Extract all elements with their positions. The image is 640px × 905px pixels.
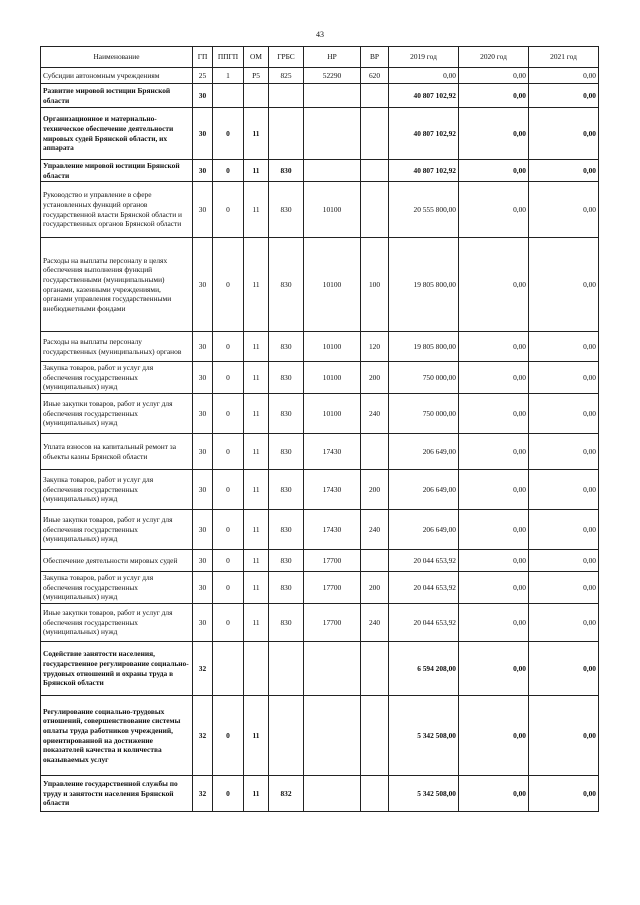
cell-gp: 30	[193, 182, 213, 238]
table-row	[41, 550, 599, 572]
cell-om: 11	[244, 394, 269, 434]
header-2019: 2019 год	[389, 47, 459, 68]
cell-y2020: 0,00	[459, 182, 529, 238]
table-row	[41, 160, 599, 182]
table-row	[41, 332, 599, 362]
cell-y2019: 19 805 800,00	[389, 332, 459, 362]
cell-grbs: 832	[269, 776, 304, 812]
cell-ppgp: 0	[213, 160, 244, 182]
cell-nr: 17700	[304, 550, 361, 572]
cell-ppgp: 0	[213, 510, 244, 550]
cell-name: Управление государственной службы по труду и занятости населения Брянской области	[41, 776, 193, 812]
cell-y2020: 0,00	[459, 604, 529, 642]
cell-y2020: 0,00	[459, 108, 529, 160]
header-gp: ГП	[193, 47, 213, 68]
cell-vr	[361, 182, 389, 238]
cell-om	[244, 642, 269, 696]
cell-vr: 240	[361, 510, 389, 550]
cell-y2019: 5 342 508,00	[389, 696, 459, 776]
cell-om	[244, 84, 269, 108]
header-row	[41, 47, 599, 68]
cell-ppgp: 0	[213, 332, 244, 362]
cell-vr: 200	[361, 470, 389, 510]
cell-nr: 17700	[304, 572, 361, 604]
cell-y2021: 0,00	[529, 604, 599, 642]
cell-om: 11	[244, 434, 269, 470]
cell-name: Содействие занятости населения, государственное регулирование социально-трудовых отношений и охраны труда в Брянской области	[41, 642, 193, 696]
header-ppgp: ППГП	[213, 47, 244, 68]
cell-nr	[304, 84, 361, 108]
cell-nr: 52290	[304, 68, 361, 84]
cell-nr: 10100	[304, 332, 361, 362]
cell-y2021: 0,00	[529, 572, 599, 604]
header-2020: 2020 год	[459, 47, 529, 68]
cell-y2021: 0,00	[529, 394, 599, 434]
cell-nr: 10100	[304, 238, 361, 332]
table-row	[41, 182, 599, 238]
cell-ppgp: 0	[213, 572, 244, 604]
table-row	[41, 84, 599, 108]
cell-vr	[361, 776, 389, 812]
cell-gp: 30	[193, 470, 213, 510]
table-row	[41, 696, 599, 776]
table-row	[41, 434, 599, 470]
page-number: 43	[316, 30, 324, 39]
cell-grbs	[269, 642, 304, 696]
cell-om: 11	[244, 362, 269, 394]
table-row	[41, 470, 599, 510]
cell-grbs: 830	[269, 182, 304, 238]
cell-nr	[304, 776, 361, 812]
cell-gp: 30	[193, 434, 213, 470]
cell-ppgp: 0	[213, 434, 244, 470]
cell-nr: 10100	[304, 182, 361, 238]
cell-name: Расходы на выплаты персоналу в целях обеспечения выполнения функций государственными (муниципальными) органами, казенными учреждениями, органами управления государственными внебюджетными фондами	[41, 238, 193, 332]
table-row	[41, 362, 599, 394]
cell-vr	[361, 550, 389, 572]
cell-y2019: 40 807 102,92	[389, 160, 459, 182]
cell-y2019: 6 594 208,00	[389, 642, 459, 696]
cell-grbs: 830	[269, 160, 304, 182]
cell-y2021: 0,00	[529, 550, 599, 572]
cell-gp: 30	[193, 550, 213, 572]
cell-nr: 17430	[304, 470, 361, 510]
cell-om: 11	[244, 182, 269, 238]
cell-name: Иные закупки товаров, работ и услуг для обеспечения государственных (муниципальных) нужд	[41, 510, 193, 550]
cell-vr: 200	[361, 572, 389, 604]
cell-y2021: 0,00	[529, 84, 599, 108]
cell-nr: 17430	[304, 510, 361, 550]
cell-gp: 30	[193, 362, 213, 394]
cell-name: Иные закупки товаров, работ и услуг для обеспечения государственных (муниципальных) нужд	[41, 394, 193, 434]
header-grbs: ГРБС	[269, 47, 304, 68]
cell-grbs	[269, 696, 304, 776]
cell-ppgp: 0	[213, 238, 244, 332]
cell-om: 11	[244, 572, 269, 604]
table-row	[41, 572, 599, 604]
cell-y2021: 0,00	[529, 510, 599, 550]
cell-grbs: 830	[269, 470, 304, 510]
cell-y2021: 0,00	[529, 182, 599, 238]
cell-grbs: 830	[269, 332, 304, 362]
cell-om: 11	[244, 510, 269, 550]
cell-gp: 30	[193, 238, 213, 332]
cell-om: 11	[244, 332, 269, 362]
cell-y2019: 206 649,00	[389, 470, 459, 510]
cell-vr: 240	[361, 604, 389, 642]
cell-om: 11	[244, 604, 269, 642]
cell-y2020: 0,00	[459, 238, 529, 332]
cell-y2021: 0,00	[529, 68, 599, 84]
cell-name: Расходы на выплаты персоналу государственных (муниципальных) органов	[41, 332, 193, 362]
cell-grbs: 830	[269, 604, 304, 642]
cell-name: Закупка товаров, работ и услуг для обеспечения государственных (муниципальных) нужд	[41, 362, 193, 394]
cell-gp: 25	[193, 68, 213, 84]
cell-name: Организационное и материально-техническое обеспечение деятельности мировых судей Брянской области, их аппарата	[41, 108, 193, 160]
cell-name: Управление мировой юстиции Брянской области	[41, 160, 193, 182]
cell-y2020: 0,00	[459, 160, 529, 182]
cell-vr	[361, 434, 389, 470]
cell-name: Развитие мировой юстиции Брянской области	[41, 84, 193, 108]
cell-nr: 17700	[304, 604, 361, 642]
cell-y2019: 206 649,00	[389, 434, 459, 470]
table-row	[41, 642, 599, 696]
cell-y2020: 0,00	[459, 696, 529, 776]
cell-name: Иные закупки товаров, работ и услуг для обеспечения государственных (муниципальных) нужд	[41, 604, 193, 642]
cell-gp: 32	[193, 642, 213, 696]
cell-om: P5	[244, 68, 269, 84]
cell-grbs	[269, 84, 304, 108]
cell-name: Руководство и управление в сфере установленных функций органов государственной власти Брянской области и государственных органов Брянской области	[41, 182, 193, 238]
cell-grbs: 830	[269, 510, 304, 550]
cell-om: 11	[244, 238, 269, 332]
cell-y2019: 20 044 653,92	[389, 604, 459, 642]
cell-y2021: 0,00	[529, 642, 599, 696]
cell-grbs: 830	[269, 394, 304, 434]
cell-y2020: 0,00	[459, 394, 529, 434]
cell-y2019: 206 649,00	[389, 510, 459, 550]
cell-y2020: 0,00	[459, 642, 529, 696]
cell-gp: 30	[193, 510, 213, 550]
cell-y2021: 0,00	[529, 696, 599, 776]
cell-y2020: 0,00	[459, 470, 529, 510]
cell-y2020: 0,00	[459, 362, 529, 394]
cell-y2021: 0,00	[529, 332, 599, 362]
cell-grbs: 830	[269, 550, 304, 572]
cell-y2021: 0,00	[529, 108, 599, 160]
header-2021: 2021 год	[529, 47, 599, 68]
cell-grbs: 830	[269, 238, 304, 332]
table-row	[41, 776, 599, 812]
table-row	[41, 68, 599, 84]
table-row	[41, 510, 599, 550]
cell-y2019: 19 805 800,00	[389, 238, 459, 332]
cell-y2019: 20 555 800,00	[389, 182, 459, 238]
cell-y2021: 0,00	[529, 776, 599, 812]
cell-ppgp: 0	[213, 776, 244, 812]
cell-grbs: 830	[269, 434, 304, 470]
header-vr: ВР	[361, 47, 389, 68]
cell-om: 11	[244, 470, 269, 510]
cell-vr	[361, 84, 389, 108]
cell-ppgp	[213, 84, 244, 108]
cell-name: Обеспечение деятельности мировых судей	[41, 550, 193, 572]
cell-nr	[304, 160, 361, 182]
cell-ppgp: 0	[213, 696, 244, 776]
table-row	[41, 238, 599, 332]
cell-om: 11	[244, 550, 269, 572]
budget-table	[40, 46, 599, 812]
cell-y2020: 0,00	[459, 84, 529, 108]
cell-ppgp: 0	[213, 182, 244, 238]
cell-y2019: 0,00	[389, 68, 459, 84]
cell-vr	[361, 696, 389, 776]
cell-y2020: 0,00	[459, 510, 529, 550]
cell-om: 11	[244, 160, 269, 182]
cell-grbs	[269, 108, 304, 160]
cell-y2019: 20 044 653,92	[389, 572, 459, 604]
cell-ppgp: 0	[213, 394, 244, 434]
cell-gp: 30	[193, 394, 213, 434]
cell-y2020: 0,00	[459, 776, 529, 812]
cell-y2021: 0,00	[529, 470, 599, 510]
cell-om: 11	[244, 108, 269, 160]
cell-y2019: 5 342 508,00	[389, 776, 459, 812]
cell-name: Закупка товаров, работ и услуг для обеспечения государственных (муниципальных) нужд	[41, 470, 193, 510]
cell-vr: 240	[361, 394, 389, 434]
cell-ppgp: 0	[213, 362, 244, 394]
cell-y2020: 0,00	[459, 332, 529, 362]
cell-y2020: 0,00	[459, 68, 529, 84]
cell-ppgp: 0	[213, 604, 244, 642]
header-om: ОМ	[244, 47, 269, 68]
cell-om: 11	[244, 696, 269, 776]
cell-y2019: 40 807 102,92	[389, 84, 459, 108]
table-row	[41, 394, 599, 434]
cell-nr: 10100	[304, 362, 361, 394]
cell-name: Уплата взносов на капитальный ремонт за объекты казны Брянской области	[41, 434, 193, 470]
cell-gp: 32	[193, 696, 213, 776]
cell-gp: 32	[193, 776, 213, 812]
header-name: Наименование	[41, 47, 193, 68]
cell-vr: 120	[361, 332, 389, 362]
cell-grbs: 830	[269, 362, 304, 394]
header-nr: НР	[304, 47, 361, 68]
table-row	[41, 108, 599, 160]
cell-om: 11	[244, 776, 269, 812]
cell-y2019: 750 000,00	[389, 394, 459, 434]
cell-nr: 10100	[304, 394, 361, 434]
cell-name: Регулирование социально-трудовых отношений, совершенствование системы оплаты труда работников учреждений, ориентированной на достижение показателей качества и количества оказываемых услуг	[41, 696, 193, 776]
cell-gp: 30	[193, 160, 213, 182]
cell-ppgp	[213, 642, 244, 696]
cell-nr	[304, 696, 361, 776]
cell-vr: 620	[361, 68, 389, 84]
cell-y2021: 0,00	[529, 160, 599, 182]
cell-vr	[361, 160, 389, 182]
cell-ppgp: 0	[213, 550, 244, 572]
cell-vr	[361, 642, 389, 696]
table-row	[41, 604, 599, 642]
cell-ppgp: 1	[213, 68, 244, 84]
cell-grbs: 825	[269, 68, 304, 84]
cell-y2019: 750 000,00	[389, 362, 459, 394]
cell-grbs: 830	[269, 572, 304, 604]
cell-y2019: 40 807 102,92	[389, 108, 459, 160]
cell-gp: 30	[193, 572, 213, 604]
cell-y2019: 20 044 653,92	[389, 550, 459, 572]
cell-name: Закупка товаров, работ и услуг для обеспечения государственных (муниципальных) нужд	[41, 572, 193, 604]
cell-y2021: 0,00	[529, 238, 599, 332]
cell-name: Субсидии автономным учреждениям	[41, 68, 193, 84]
cell-nr	[304, 108, 361, 160]
cell-gp: 30	[193, 332, 213, 362]
cell-gp: 30	[193, 84, 213, 108]
cell-gp: 30	[193, 604, 213, 642]
cell-vr: 200	[361, 362, 389, 394]
cell-y2020: 0,00	[459, 572, 529, 604]
cell-vr: 100	[361, 238, 389, 332]
cell-nr	[304, 642, 361, 696]
cell-vr	[361, 108, 389, 160]
cell-ppgp: 0	[213, 108, 244, 160]
cell-y2021: 0,00	[529, 434, 599, 470]
cell-nr: 17430	[304, 434, 361, 470]
cell-gp: 30	[193, 108, 213, 160]
cell-y2020: 0,00	[459, 434, 529, 470]
cell-y2020: 0,00	[459, 550, 529, 572]
cell-ppgp: 0	[213, 470, 244, 510]
cell-y2021: 0,00	[529, 362, 599, 394]
